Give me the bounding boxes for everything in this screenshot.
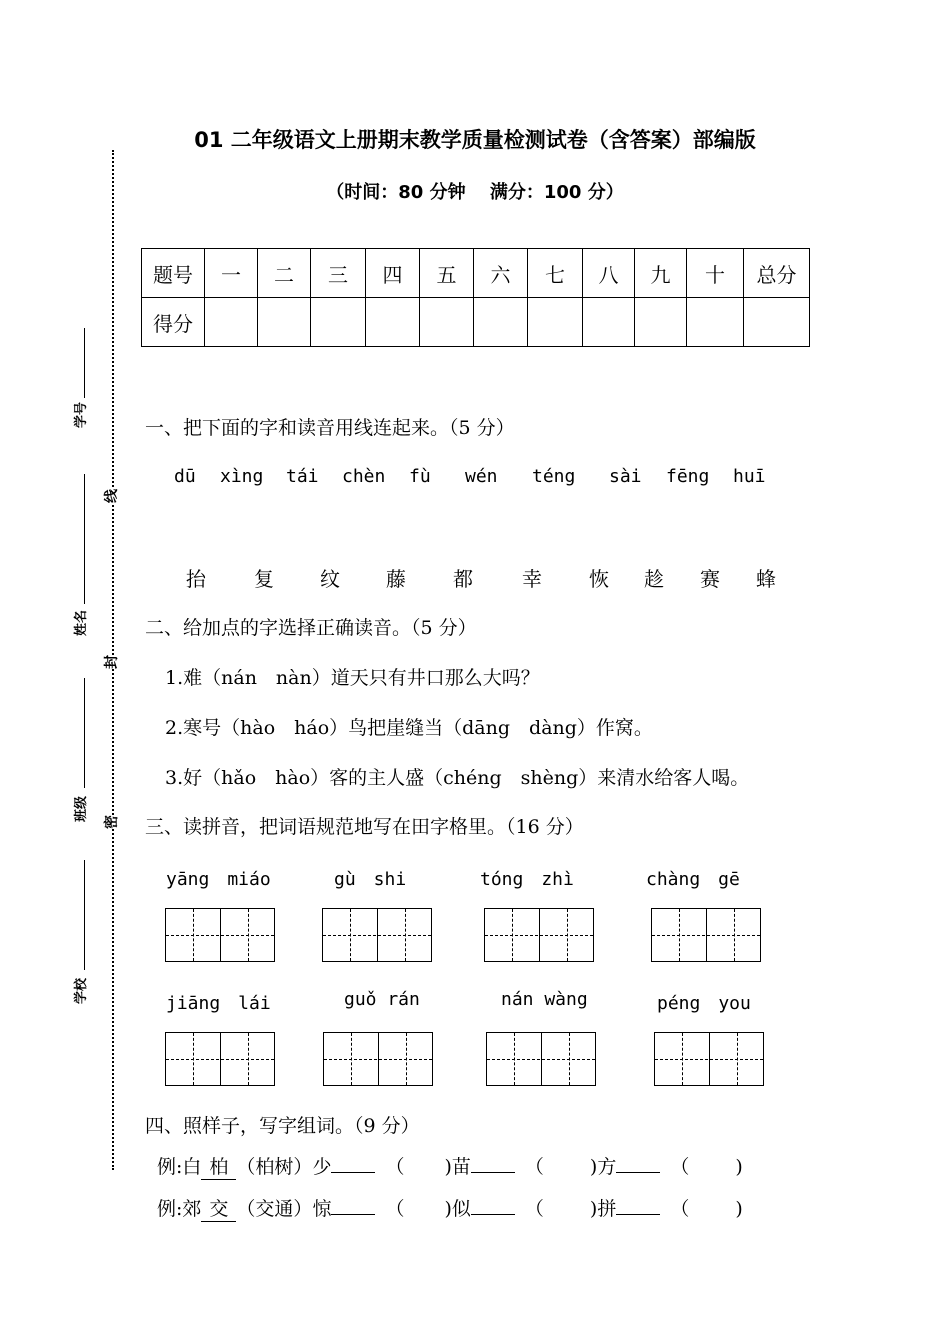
score-cell[interactable] [744, 298, 810, 347]
paren-open: （ [524, 1156, 544, 1178]
char-item: 趁 [644, 567, 664, 591]
tianzige-box[interactable] [484, 908, 594, 962]
score-cell[interactable] [583, 298, 635, 347]
char-item: 幸 [522, 567, 542, 591]
paren-open: （ [670, 1156, 690, 1178]
score-header-cell: 八 [583, 249, 635, 298]
class-label: 班级 [74, 795, 89, 822]
example-answer: 交 [201, 1194, 236, 1222]
char-prompt: 少 [312, 1156, 332, 1178]
pinyin-item: xìng [220, 466, 264, 487]
score-header-cell: 九 [635, 249, 687, 298]
score-table-score-row [142, 298, 810, 347]
pinyin-item: wén [465, 466, 498, 487]
answer-blank[interactable] [331, 1154, 375, 1173]
score-cell[interactable] [258, 298, 311, 347]
score-header-cell: 二 [258, 249, 311, 298]
pinyin-word: gù shi [334, 869, 407, 890]
seal-char-mi: 密 [101, 815, 121, 829]
school-label: 学校 [74, 977, 89, 1004]
pinyin-item: téng [532, 466, 576, 487]
score-header-cell: 五 [420, 249, 474, 298]
class-line[interactable] [84, 678, 85, 788]
section4-heading: 四、照样子，写字组词。（9 分） [145, 1115, 420, 1137]
pinyin-word: tóng zhì [480, 869, 574, 890]
score-header-cell: 题号 [142, 249, 205, 298]
paren-open: （ [670, 1198, 690, 1220]
score-header-cell: 四 [366, 249, 420, 298]
char-prompt: )方 [589, 1156, 617, 1178]
pinyin-word: chàng gē [646, 869, 740, 890]
name-line[interactable] [84, 474, 85, 604]
pinyin-item: dū [174, 466, 196, 487]
question-item: 1.难（nán nàn）道天只有井口那么大吗？ [165, 667, 540, 689]
pinyin-word: guǒ rán [344, 989, 420, 1010]
section2-heading: 二、给加点的字选择正确读音。（5 分） [145, 617, 477, 639]
score-cell[interactable] [205, 298, 258, 347]
char-prompt: )似 [444, 1198, 471, 1220]
example-prefix: 例:白 [157, 1156, 202, 1178]
page-title: 01 二年级语文上册期末教学质量检测试卷（含答案）部编版 [194, 128, 756, 152]
example-answer: 柏 [201, 1152, 236, 1180]
score-header-cell: 三 [311, 249, 366, 298]
char-item: 蜂 [756, 567, 776, 591]
page-subtitle: （时间：80 分钟 满分：100 分） [326, 182, 624, 203]
example-word: （交通） [236, 1198, 313, 1220]
char-item: 赛 [700, 567, 720, 591]
char-item: 恢 [589, 567, 609, 591]
answer-blank[interactable] [616, 1154, 660, 1173]
pinyin-word: nán wàng [501, 989, 588, 1010]
char-item: 复 [254, 567, 274, 591]
seal-char-feng: 封 [101, 655, 121, 669]
tianzige-box[interactable] [651, 908, 761, 962]
pinyin-item: chèn [342, 466, 386, 487]
pinyin-item: sài [609, 466, 642, 487]
example-row-1 [157, 1152, 743, 1180]
example-word: （柏树） [236, 1156, 313, 1178]
char-prompt: 惊 [312, 1198, 332, 1220]
score-table [141, 248, 810, 347]
name-label: 姓名 [74, 609, 89, 636]
char-prompt: )拼 [589, 1198, 617, 1220]
char-prompt: )苗 [444, 1156, 471, 1178]
pinyin-item: huī [733, 466, 766, 487]
tianzige-box[interactable] [654, 1032, 764, 1086]
score-cell[interactable] [687, 298, 744, 347]
score-header-cell: 七 [528, 249, 583, 298]
char-item: 藤 [386, 567, 406, 591]
pinyin-word: péng you [657, 993, 751, 1014]
answer-blank[interactable] [471, 1196, 515, 1215]
tianzige-box[interactable] [165, 908, 275, 962]
tianzige-box[interactable] [323, 1032, 433, 1086]
answer-blank[interactable] [331, 1196, 375, 1215]
section3-heading: 三、读拼音，把词语规范地写在田字格里。（16 分） [145, 816, 584, 838]
score-cell[interactable] [474, 298, 528, 347]
paren-open: （ [524, 1198, 544, 1220]
score-row-label: 得分 [142, 298, 205, 347]
score-cell[interactable] [635, 298, 687, 347]
example-row-2 [157, 1194, 743, 1222]
student-id-line[interactable] [84, 328, 85, 398]
tianzige-box[interactable] [322, 908, 432, 962]
question-item: 2.寒号（hào háo）鸟把崖缝当（dāng dàng）作窝。 [165, 717, 653, 739]
score-cell[interactable] [311, 298, 366, 347]
student-id-label: 学号 [74, 401, 89, 428]
section1-heading: 一、把下面的字和读音用线连起来。（5 分） [145, 417, 515, 439]
paren-close: ) [735, 1198, 743, 1220]
question-item: 3.好（hǎo hào）客的主人盛（chéng shèng）来清水给客人喝。 [165, 767, 750, 789]
paren-open: （ [385, 1156, 405, 1178]
pinyin-word: yāng miáo [166, 869, 271, 890]
pinyin-item: tái [286, 466, 319, 487]
score-header-cell: 总分 [744, 249, 810, 298]
score-cell[interactable] [420, 298, 474, 347]
score-cell[interactable] [366, 298, 420, 347]
pinyin-word: jiāng lái [166, 993, 271, 1014]
char-item: 抬 [186, 567, 206, 591]
pinyin-item: fù [409, 466, 431, 487]
paren-open: （ [385, 1198, 405, 1220]
answer-blank[interactable] [616, 1196, 660, 1215]
tianzige-box[interactable] [165, 1032, 275, 1086]
tianzige-box[interactable] [486, 1032, 596, 1086]
char-item: 都 [453, 567, 473, 591]
score-header-cell: 十 [687, 249, 744, 298]
answer-blank[interactable] [471, 1154, 515, 1173]
score-cell[interactable] [528, 298, 583, 347]
seal-char-xian: 线 [101, 489, 121, 503]
score-header-cell: 一 [205, 249, 258, 298]
pinyin-item: fēng [666, 466, 710, 487]
char-item: 纹 [320, 567, 340, 591]
school-line[interactable] [84, 860, 85, 970]
example-prefix: 例:郊 [157, 1198, 202, 1220]
score-header-cell: 六 [474, 249, 528, 298]
score-table-header-row [142, 249, 810, 298]
paren-close: ) [735, 1156, 743, 1178]
